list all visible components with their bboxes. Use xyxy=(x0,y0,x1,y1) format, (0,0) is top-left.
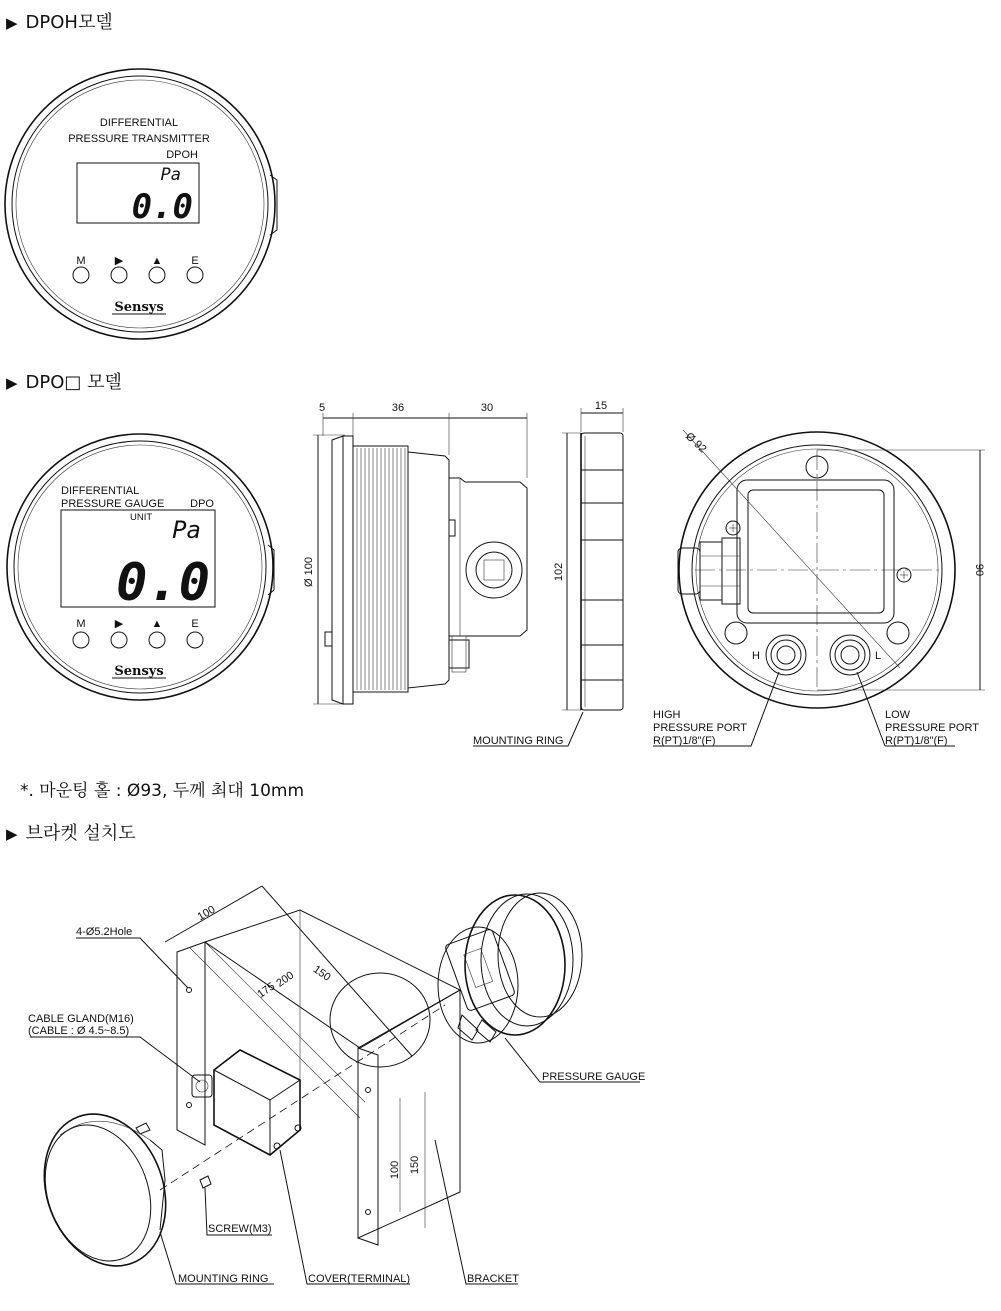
high-port-line2: PRESSURE PORT xyxy=(653,722,747,734)
mounting-ring-side xyxy=(473,400,623,747)
high-port-line3: R(PT)1/8"(F) xyxy=(653,735,716,747)
dpoh-button-e xyxy=(187,267,203,283)
dpo-model: DPO xyxy=(190,498,214,510)
bkt-gland-line2: (CABLE : Ø 4.5~8.5) xyxy=(28,1025,130,1037)
dpoh-btn-label-e: E xyxy=(191,255,199,267)
bkt-dim-100-side: 100 xyxy=(389,1160,401,1180)
bkt-cover-label: COVER(TERMINAL) xyxy=(308,1273,411,1285)
bkt-screw-label: SCREW(M3) xyxy=(208,1223,272,1235)
dpo-button-up xyxy=(149,632,165,648)
bkt-pressure-gauge-label: PRESSURE GAUGE xyxy=(542,1071,646,1083)
dpo-title-line2: PRESSURE GAUGE xyxy=(61,498,165,510)
dpo-button-right xyxy=(111,632,127,648)
dpo-title-line1: DIFFERENTIAL xyxy=(61,485,140,497)
bkt-dim-150-side: 150 xyxy=(409,1155,421,1175)
low-port-line2: PRESSURE PORT xyxy=(885,722,979,734)
ring-label: MOUNTING RING xyxy=(473,735,564,747)
mounting-hole-note: *. 마운팅 홀 : Ø93, 두께 최대 10mm xyxy=(20,781,305,801)
side-dim-36: 36 xyxy=(391,402,405,414)
bracket-installation xyxy=(24,886,645,1285)
port-l-label: L xyxy=(874,650,882,662)
heading-bracket: ▶ 브라켓 설치도 xyxy=(6,823,136,844)
bkt-dim-150-top: 150 xyxy=(310,963,333,984)
heading-dpo: ▶ DPO□ 모델 xyxy=(6,372,122,393)
dpoh-title-line1: DIFFERENTIAL xyxy=(99,117,179,129)
heading-dpoh: ▶ DPOH모델 xyxy=(6,12,113,33)
dpoh-btn-label-up: ▲ xyxy=(151,255,163,267)
back-dim-dia92: Ø 92 xyxy=(682,430,709,456)
dpo-btn-label-right: ▶ xyxy=(114,618,124,630)
dpoh-brand-logo: Sensys xyxy=(114,300,164,315)
side-dim-5: 5 xyxy=(318,402,326,414)
back-dim-90: 90 xyxy=(973,563,985,577)
ring-dim-15: 15 xyxy=(594,400,608,412)
dpoh-button-m xyxy=(73,267,89,283)
side-view xyxy=(303,402,527,704)
bkt-mounting-ring-label: MOUNTING RING xyxy=(178,1273,269,1285)
dpo-brand-logo: Sensys xyxy=(114,664,164,679)
dpoh-model: DPOH xyxy=(166,149,198,161)
dpoh-unit: Pa xyxy=(160,165,181,185)
dpoh-value: 0.0 xyxy=(131,187,193,227)
side-dim-30: 30 xyxy=(480,402,494,414)
high-port-line1: HIGH xyxy=(653,709,681,721)
dpo-button-e xyxy=(187,632,203,648)
dpo-button-m xyxy=(73,632,89,648)
dpo-btn-label-e: E xyxy=(191,618,199,630)
dpo-btn-label-up: ▲ xyxy=(151,618,163,630)
dpoh-button-up xyxy=(149,267,165,283)
bkt-hole-label: 4-Ø5.2Hole xyxy=(76,926,133,938)
dpo-unit-caption: UNIT xyxy=(130,512,153,523)
dpo-unit: Pa xyxy=(172,516,201,544)
heading-dpoh-text: DPOH모델 xyxy=(25,12,113,33)
low-port-line1: LOW xyxy=(885,709,911,721)
ring-dim-102: 102 xyxy=(553,562,565,582)
heading-dpo-text: DPO□ 모델 xyxy=(25,372,122,393)
thread-lines xyxy=(357,448,405,690)
dpoh-btn-label-right: ▶ xyxy=(114,255,124,267)
dpoh-btn-label-m: M xyxy=(76,255,86,267)
bkt-gland-line1: CABLE GLAND(M16) xyxy=(28,1013,134,1025)
heading-bracket-text: 브라켓 설치도 xyxy=(25,823,136,844)
back-view xyxy=(653,430,985,747)
dpo-btn-label-m: M xyxy=(76,618,86,630)
dpoh-title-line2: PRESSURE TRANSMITTER xyxy=(68,133,210,145)
dpoh-button-right xyxy=(111,267,127,283)
dpo-face xyxy=(7,434,274,700)
bkt-dim-100-top: 100 xyxy=(195,903,218,924)
low-port-line3: R(PT)1/8"(F) xyxy=(885,735,948,747)
bkt-dim-200: 200 xyxy=(274,969,297,990)
bkt-bracket-label: BRACKET xyxy=(467,1273,519,1285)
port-h-label: H xyxy=(752,650,760,662)
bkt-dim-175: 175 xyxy=(255,980,278,1001)
dpo-value: 0.0 xyxy=(116,553,210,613)
dpoh-face xyxy=(5,69,277,339)
side-dim-dia100: Ø 100 xyxy=(303,557,315,587)
